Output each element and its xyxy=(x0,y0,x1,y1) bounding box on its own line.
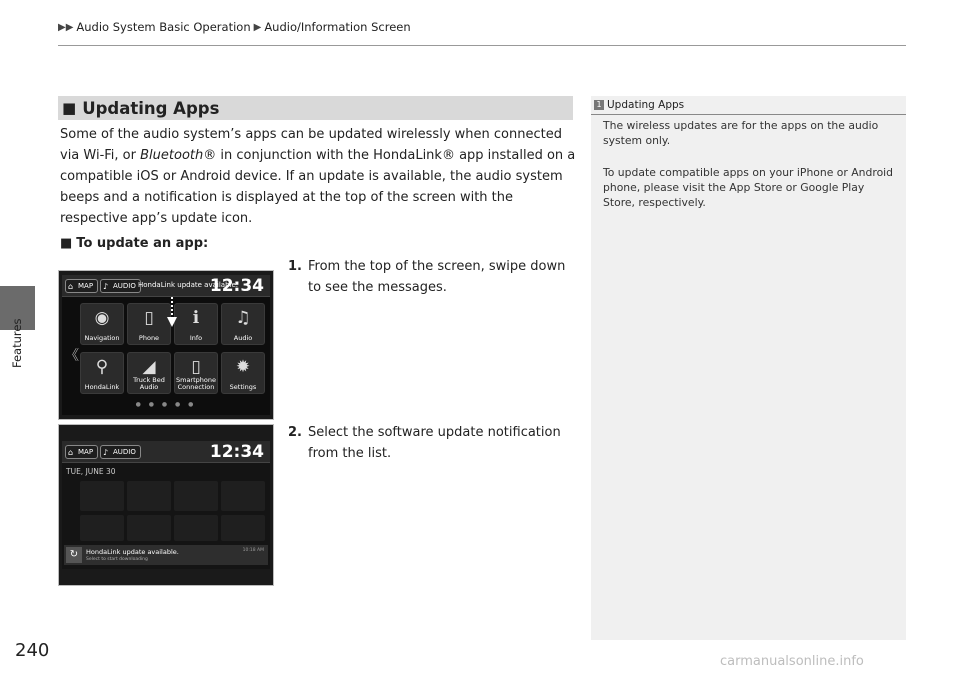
music-note-icon: ♪ xyxy=(103,448,109,457)
step-text: From the top of the screen, swipe down to see the messages. xyxy=(308,259,566,295)
info-icon: ℹ xyxy=(192,308,200,328)
section-body xyxy=(60,124,580,229)
dimmed-tile xyxy=(221,515,265,541)
tile-navigation: ◉ Navigation xyxy=(80,303,124,345)
map-button: ⌂ MAP xyxy=(65,445,98,459)
breadcrumb xyxy=(58,20,411,34)
side-note-header xyxy=(591,96,906,115)
dimmed-tile xyxy=(174,515,218,541)
dimmed-tile xyxy=(127,481,171,511)
step-number: 2. xyxy=(288,425,302,440)
side-note-paragraph-2: To update compatible apps on your iPhone or Android phone, please visit the App Store or Google Play Store, respectively. xyxy=(603,166,894,209)
settings-icon: ✹ xyxy=(235,357,251,377)
map-button: ⌂ MAP xyxy=(65,279,98,293)
dimmed-tile xyxy=(127,515,171,541)
side-note-panel xyxy=(591,96,906,640)
home-screen-screenshot xyxy=(58,270,274,420)
step-2 xyxy=(288,422,578,464)
breadcrumb-arrow-icon: ▶ xyxy=(253,21,262,33)
tile-settings: ✹ Settings xyxy=(221,352,265,394)
screen-display xyxy=(62,441,270,569)
square-bullet-icon: ■ xyxy=(60,236,73,251)
home-icon: ⌂ xyxy=(68,448,74,457)
clock: 12:34 xyxy=(209,276,264,296)
music-note-icon: ♪ xyxy=(103,282,109,291)
hondalink-icon: ⚲ xyxy=(95,357,109,377)
dimmed-tile xyxy=(221,481,265,511)
body-text-part-1: Some of the audio system’s apps can be updated wirelessly when connected via Wi-Fi, or xyxy=(60,127,562,163)
audio-button: ♪ AUDIO xyxy=(100,279,141,293)
screen-status-bar xyxy=(62,441,270,463)
tile-truck-bed-audio: ◢ Truck Bed Audio xyxy=(127,352,171,394)
step-number: 1. xyxy=(288,259,302,274)
breadcrumb-arrow-icon: ▶▶ xyxy=(58,21,74,33)
refresh-icon: ↻ xyxy=(66,547,82,563)
navigation-icon: ◉ xyxy=(94,308,110,328)
dimmed-tile xyxy=(80,481,124,511)
notification-time: 10:18 AM xyxy=(242,548,264,553)
update-notification-item xyxy=(64,545,268,565)
tile-hondalink: ⚲ HondaLink xyxy=(80,352,124,394)
step-1 xyxy=(288,256,578,298)
subheading-text: To update an app: xyxy=(76,236,209,251)
notification-subtitle: Select to start downloading xyxy=(86,557,148,562)
body-text-bluetooth: Bluetooth xyxy=(140,148,204,163)
swipe-down-arrow-icon xyxy=(167,297,177,327)
phone-icon: ▯ xyxy=(144,308,154,328)
header-divider xyxy=(58,45,906,46)
smartphone-icon: ▯ xyxy=(191,357,201,377)
body-text-part-3: ® in conjunction with the HondaLink® app installed on a compatible iOS or Android device. If an update is available, the audio system beeps and a notification is displayed at the top of the screen with the respective app’s update icon. xyxy=(60,148,576,226)
side-note-paragraph-1: The wireless updates are for the apps on the audio system only. xyxy=(603,119,879,147)
breadcrumb-item-1[interactable]: Audio System Basic Operation xyxy=(76,20,251,34)
side-note-title: Updating Apps xyxy=(607,99,685,111)
breadcrumb-item-2[interactable]: Audio/Information Screen xyxy=(264,20,411,34)
subheading xyxy=(60,236,208,251)
dimmed-tile xyxy=(80,515,124,541)
chapter-label: Features xyxy=(10,318,24,368)
screen-display xyxy=(62,275,270,415)
section-heading xyxy=(58,96,573,120)
watermark: carmanualsonline.info xyxy=(720,654,864,669)
truck-bed-audio-icon: ◢ xyxy=(142,357,156,377)
home-icon: ⌂ xyxy=(68,282,74,291)
clock: 12:34 xyxy=(209,442,264,462)
tile-info: ℹ Info xyxy=(174,303,218,345)
page-number: 240 xyxy=(15,640,50,661)
tile-smartphone-connection: ▯ Smartphone Connection xyxy=(174,352,218,394)
tile-audio: ♫ Audio xyxy=(221,303,265,345)
notification-title: HondaLink update available. xyxy=(86,548,179,556)
notification-list-screenshot xyxy=(58,424,274,586)
section-title: Updating Apps xyxy=(82,98,220,118)
page-indicator-dots: ● ● ● ● ● xyxy=(135,401,197,408)
screen-status-bar xyxy=(62,275,270,297)
music-note-icon: ♫ xyxy=(235,308,251,328)
dimmed-tile xyxy=(174,481,218,511)
reference-icon: 1 xyxy=(594,100,604,110)
chevron-left-icon: 《 xyxy=(65,348,79,364)
tile-phone: ▯ Phone xyxy=(127,303,171,345)
audio-button: ♪ AUDIO xyxy=(100,445,141,459)
square-bullet-icon: ■ xyxy=(62,99,77,117)
date-label: TUE, JUNE 30 xyxy=(66,467,116,476)
step-text: Select the software update notification from the list. xyxy=(308,425,561,461)
update-notification-text: HondaLink update available. xyxy=(138,281,238,289)
